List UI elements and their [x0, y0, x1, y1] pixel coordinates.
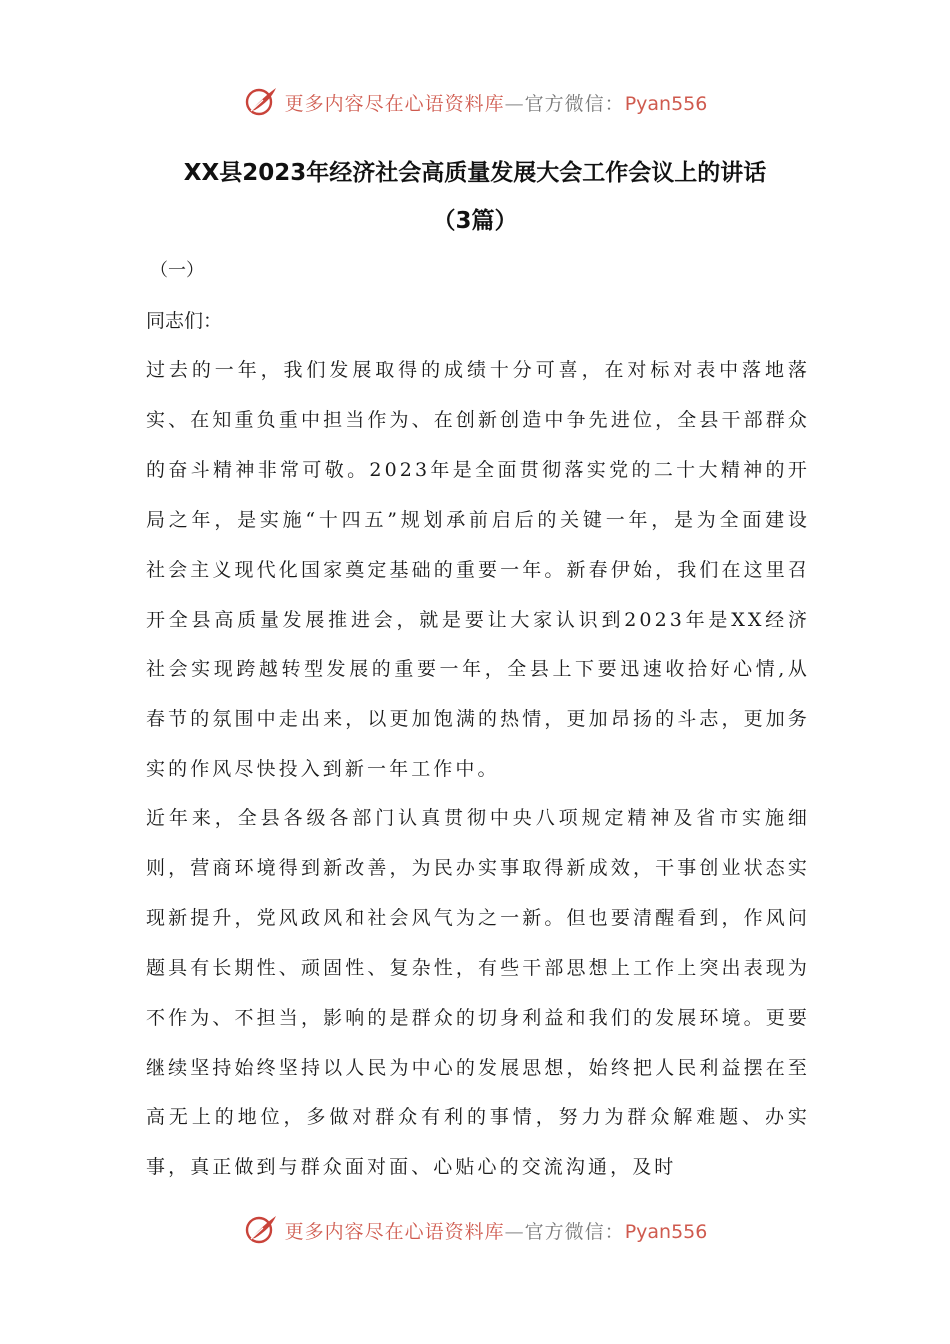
watermark-id: Pyan556: [624, 92, 708, 115]
paragraph-2: 近年来，全县各级各部门认真贯彻中央八项规定精神及省市实施细则，营商环境得到新改善，为民办实事取得新成效，干事创业状态实现新提升，党风政风和社会风气为之一新。但也要清醒看到，作风问题具有长期性、顽固性、复杂性，有些干部思想上工作上突出表现为不作为、不担当，影响的是群众的切身利益和我们的发展环境。更要继续坚持始终坚持以人民为中心的发展思想，始终把人民利益摆在至高无上的地位，多做对群众有利的事情，努力为群众解难题、办实事，真正做到与群众面对面、心贴心的交流沟通，及时: [146, 807, 810, 1179]
document-title-count: （3篇）: [432, 208, 518, 234]
watermark-site: 更多内容尽在心语资料库: [284, 92, 505, 115]
watermark-site: 更多内容尽在心语资料库: [284, 1220, 505, 1243]
document-title: XX县2023年经济社会高质量发展大会工作会议上的讲话: [183, 160, 767, 186]
watermark-text: [285, 1217, 708, 1244]
watermark-dash: —: [504, 92, 525, 115]
greeting: 同志们：: [146, 310, 223, 332]
watermark-banner-bottom: [0, 1210, 950, 1250]
section-heading: （一）: [150, 260, 204, 281]
watermark-text: [285, 89, 708, 116]
paragraph-1: 过去的一年，我们发展取得的成绩十分可喜，在对标对表中落地落实、在知重负重中担当作为、在创新创造中争先进位，全县干部群众的奋斗精神非常可敬。2023年是全面贯彻落实党的二十大精神的开局之年，是实施“十四五”规划承前启后的关键一年，是为全面建设社会主义现代化国家奠定基础的重要一年。新春伊始，我们在这里召开全县高质量发展推进会，就是要让大家认识到2023年是XX经济社会实现跨越转型发展的重要一年，全县上下要迅速收拾好心情,从春节的氛围中走出来，以更加饱满的热情，更加昂扬的斗志，更加务实的作风尽快投入到新一年工作中。: [146, 359, 810, 781]
watermark-id: Pyan556: [624, 1220, 708, 1243]
watermark-label: 官方微信：: [524, 1220, 625, 1243]
watermark-label: 官方微信：: [524, 92, 625, 115]
watermark-banner-top: [0, 82, 950, 122]
watermark-dash: —: [504, 1220, 525, 1243]
quill-logo-icon: [243, 1212, 279, 1248]
quill-logo-icon: [243, 84, 279, 120]
